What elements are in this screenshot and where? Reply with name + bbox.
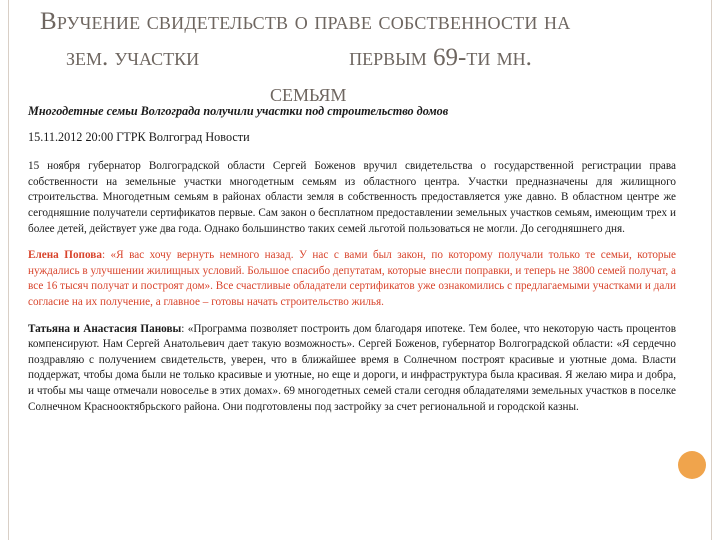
article-subtitle: Многодетные семьи Волгограда получили участки под строительство домов [28, 104, 449, 118]
title-line-1: Вручение свидетельств о праве собственности на [40, 8, 571, 35]
slide-title [40, 4, 700, 112]
title-line-3: семьям [270, 80, 347, 107]
speaker-name: Татьяна и Анастасия Пановы [28, 322, 182, 335]
paragraph-2 [28, 248, 676, 310]
article-dateline: 15.11.2012 20:00 ГТРК Волгоград Новости [28, 129, 250, 144]
speaker-name: Елена Попова [28, 249, 102, 262]
paragraph-1: 15 ноября губернатор Волгоградской области Сергей Боженов вручил свидетельства о государственной регистрации права собственности на земельные участки многодетным семьям из областного центра. Участки предназначены для жилищного строительства. Многодетным семьям в районах области земля в собственность предоставляется уже давно. В областном центре же сегодняшние получатели сертификатов первые. Сам закон о бесплатном предоставлении земельных участков семьям, имеющим трех и более детей, действует уже два года. Однако большинство таких семей льготой пользоваться не могли. До сегодняшнего дня. [28, 160, 676, 235]
title-line-2-right: первым 69-ти мн. [349, 44, 532, 71]
title-line-2-left: зем. участки [66, 44, 200, 71]
right-frame-line [711, 0, 712, 540]
paragraph-3 [28, 322, 676, 416]
decorative-circle [678, 451, 706, 479]
quote-text: : «Программа позволяет построить дом благодаря ипотеке. Тем более, что некоторую часть процентов компенсируют. Нам Сергей Анатольевич дает такую возможность». Сергей Боженов, губернатор Волгоградской области: «Я сердечно поздравляю с получением свидетельств, уверен, что в ближайшее время в Солнечном построят красивые и уютные дома. Власти поддержат, чтобы дома были не только красивые и уютные, но еще и дороги, и инфраструктура была красивая. Я желаю мира и добра, и чтобы мы чаще отмечали новоселье в этих домах». 69 многодетных семей стали сегодня обладателями земельных участков в поселке Солнечном Краснооктябрьского района. Они подготовлены под застройку за счет региональной и городской казны. [28, 322, 676, 413]
left-frame-line [8, 0, 9, 540]
quote-text: : «Я вас хочу вернуть немного назад. У нас с вами был закон, по которому получали только те семьи, которые нуждались в улучшении жилищных условий. Большое спасибо депутатам, которые внесли поправки, и теперь не 3800 семей получат, а все 16 тысяч получат и построят дом». Все счастливые обладатели сертификатов уже ознакомились с предлагаемыми участками и дали согласие на их получение, а главное – готовы начать строительство жилья. [28, 249, 676, 308]
article-body [28, 104, 676, 426]
